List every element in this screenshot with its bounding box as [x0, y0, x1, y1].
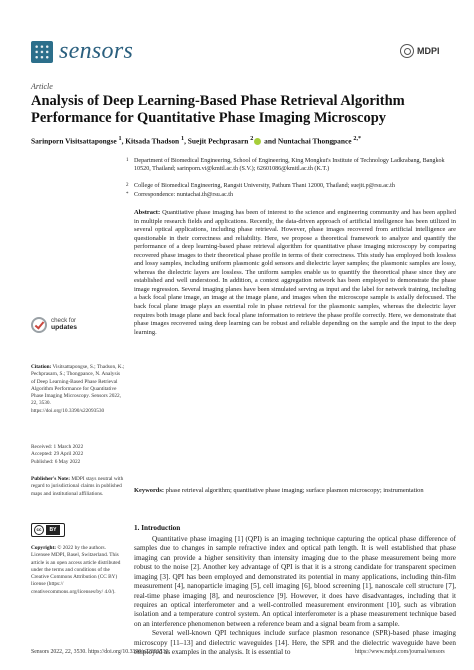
orcid-icon[interactable] [254, 138, 261, 145]
affiliation: 2 College of Biomedical Engineering, Rangsit University, Pathum Thani 12000, Thailand; suejit.p@rsu.ac.th [126, 183, 395, 189]
footer-journal-link[interactable]: https://www.mdpi.com/journal/sensors [355, 649, 445, 655]
check-label: check for [51, 317, 77, 324]
published-date: Published: 6 May 2022 [31, 459, 81, 465]
mdpi-logo [400, 43, 446, 58]
author-name[interactable]: Sarinporn Visitsattapongse [31, 136, 117, 146]
abstract [134, 209, 456, 337]
footer-citation[interactable]: Sensors 2022, 22, 3530. https://doi.org/10.3390/s22093530 [31, 649, 169, 655]
check-for-updates-button[interactable] [31, 317, 111, 335]
author-name[interactable]: Nuntachai Thongpance [277, 136, 352, 146]
publisher-name: MDPI [417, 45, 440, 56]
introduction-paragraph: Quantitative phase imaging [1] (QPI) is an imaging technique capturing the optical phase difference of samples due to changes in sample refractive index and optical path length. It is well established that phase imaging can provide a higher sensitivity than intensity imaging due to the phase measurement being more robust to the noise [2]. Another key advantage of QPI is that it is a strong candidate for transparent specimen imaging [3]. QPI has been employed and demonstrated its potential in many applications, including thin-film measurement [4], nanoparticle imaging [5], cell imaging [6], blood screening [1], nanoscale cell structure [7], real-time phase imaging [8], and neuroscience [9]. However, it does have disadvantages, including that it requires an optical interferometer and a well-controlled measurement environment [10], such as vibration isolation and a temperature control system. An optical interferometer is a phase measurement technique based on an interference phenomenon between a reference beam and a signal beam from a sample. Several well-known QPI techniques include surface plasmon resonance (SPR)-based phase imaging microscopy [11–13] and dielectric waveguides [14]. Here, the SPR and the dielectric waveguide have been employed as examples in the analysis. It is essential to [134, 535, 456, 657]
received-date: Received: 1 March 2022 [31, 444, 84, 450]
keywords-text: phase retrieval algorithm; quantitative phase imaging; surface plasmon microscopy; instrumentation [165, 487, 424, 494]
publisher-note: Publisher's Note: MDPI stays neutral with regard to jurisdictional claims in published maps and institutional affiliations. [31, 476, 124, 497]
keywords-label: Keywords: [134, 487, 165, 494]
mdpi-logo-icon [400, 44, 414, 58]
check-bold: updates [51, 324, 78, 332]
check-updates-icon [31, 317, 47, 333]
cc-license-badge[interactable] [31, 523, 65, 537]
journal-name: sensors [59, 38, 134, 64]
cc-icon: cc [34, 525, 44, 535]
cc-by-icon: BY [46, 525, 60, 535]
journal-logo-icon [31, 41, 53, 63]
article-type: Article [31, 82, 53, 91]
author-name[interactable]: Suejit Pechprasarn [187, 136, 249, 146]
copyright: Copyright: © 2022 by the authors. Licensee MDPI, Basel, Switzerland. This article is an open access article distributed under the terms and conditions of the Creative Commons Attribution (CC BY) license (https:// creativecommons.org/licenses/by/ 4.0/). [31, 545, 121, 595]
abstract-text: Quantitative phase imaging has been of interest to the science and engineering community and has been applied in multiple research fields and applications. Recently, the data-driven approach of artificial intelligence has been utilized in several optical applications, including phase retrieval. However, phase images recovered from artificial intelligence are questionable in their correctness and reliability. Here, we propose a theoretical framework to analyze and quantify the performance of a deep learning-based phase retrieval algorithm for quantitative phase imaging microscopy by comparing recovered phase images to their theoretical phase profile in terms of their correctness. This study has employed both lossless and lossy samples, including uniform plasmonic gold sensors and dielectric layer samples; the plasmonic samples are lossy, whereas the dielectric layers are lossless. The uniform samples enable us to quantify the theoretical phase since they are established and well understood. In addition, a context aggregation network has been employed to demonstrate the phase image regression. Several imaging planes have been simulated serving as input and the label for network training, including a back focal plane image, an image at the image plane, and images when the microscope sample is axially defocused. The back focal plane image plays an essential role in phase retrieval for the plasmonic samples, whereas the dielectric layer requires both image plane and back focal plane information to retrieve the phase profile correctly. Here, we demonstrate that phase images recovered using deep learning can be robust and reliable depending on the sample and the input to the deep learning. [134, 209, 456, 336]
author-name[interactable]: Kitsada Thadson [125, 136, 180, 146]
article-title: Analysis of Deep Learning-Based Phase Retrieval Algorithm Performance for Quantitative Phase Imaging Microscopy [31, 93, 405, 126]
abstract-label: Abstract: [134, 209, 161, 216]
keywords [134, 487, 456, 496]
citation: Citation: Visitsattapongse, S.; Thadson, K.; Pechprasarn, S.; Thongpance, N. Analysis of Deep Learning-Based Phase Retrieval Algorithm Performance for Quantitative Phase Imaging Microscopy. Sensors 2022, 22, 3530. https://doi.org/10.3390/s22093530 [31, 364, 125, 414]
section-heading: 1. Introduction [134, 524, 181, 532]
author-list: Sarinporn Visitsattapongse $^1$, Kitsada Thadson $^1$, Suejit Pechprasarn $^2$ and Nuntachai Thongpance $^{2,*}$ [31, 136, 362, 146]
affiliation: 1 Department of Biomedical Engineering, School of Engineering, King Mongkut's Institute of Technology Ladkrabang, Bangkok 10520, Thailand; sarinporn.vi@kmitl.ac.th (S.V.); 62601086@kmitl.ac.th (K.T.) [126, 158, 445, 173]
accepted-date: Accepted: 29 April 2022 [31, 451, 84, 457]
correspondence: * Correspondence: nuntachai.th@rsu.ac.th [126, 192, 234, 198]
